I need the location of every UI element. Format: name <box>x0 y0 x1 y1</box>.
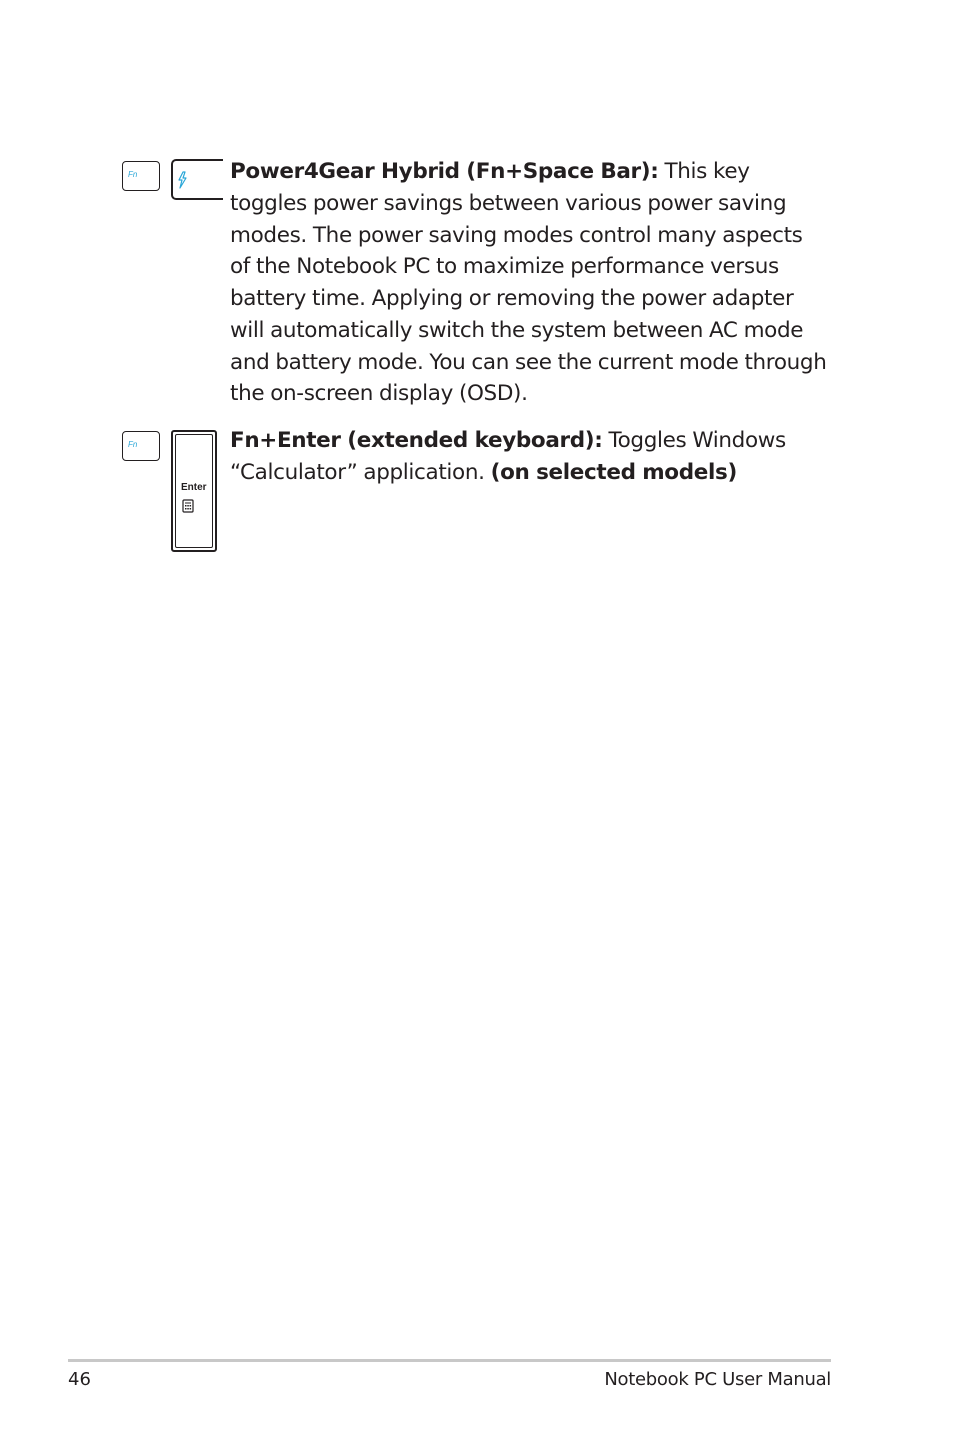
fn-key <box>122 431 160 461</box>
footer-rule <box>68 1359 831 1362</box>
enter-key <box>171 430 217 552</box>
manual-title: Notebook PC User Manual <box>604 1369 831 1390</box>
fn-key-label: Fn <box>128 170 138 179</box>
fn-key-label: Fn <box>128 440 138 449</box>
fn-enter-text: Toggles Windows “Calculator” application. <box>230 428 786 485</box>
enter-key-label: Enter <box>181 482 207 493</box>
fn-enter-description <box>230 425 828 489</box>
power4gear-title: Power4Gear Hybrid (Fn+Space Bar): <box>230 159 659 184</box>
calculator-icon <box>182 498 194 517</box>
power4gear-icon <box>175 171 189 193</box>
fn-enter-note: (on selected models) <box>490 459 737 485</box>
space-bar-key <box>171 159 223 200</box>
page-number: 46 <box>68 1369 91 1390</box>
fn-key <box>122 161 160 191</box>
fn-enter-title: Fn+Enter (extended keyboard): <box>230 428 603 453</box>
power4gear-description <box>230 156 828 410</box>
power4gear-text: This key toggles power savings between various power saving modes. The power saving modes control many aspects of the Notebook PC to maximize performance versus battery time. Applying or removing the power adapter will automatically switch the system between AC mode and battery mode. You can see the current mode through the on-screen display (OSD). <box>230 159 827 407</box>
